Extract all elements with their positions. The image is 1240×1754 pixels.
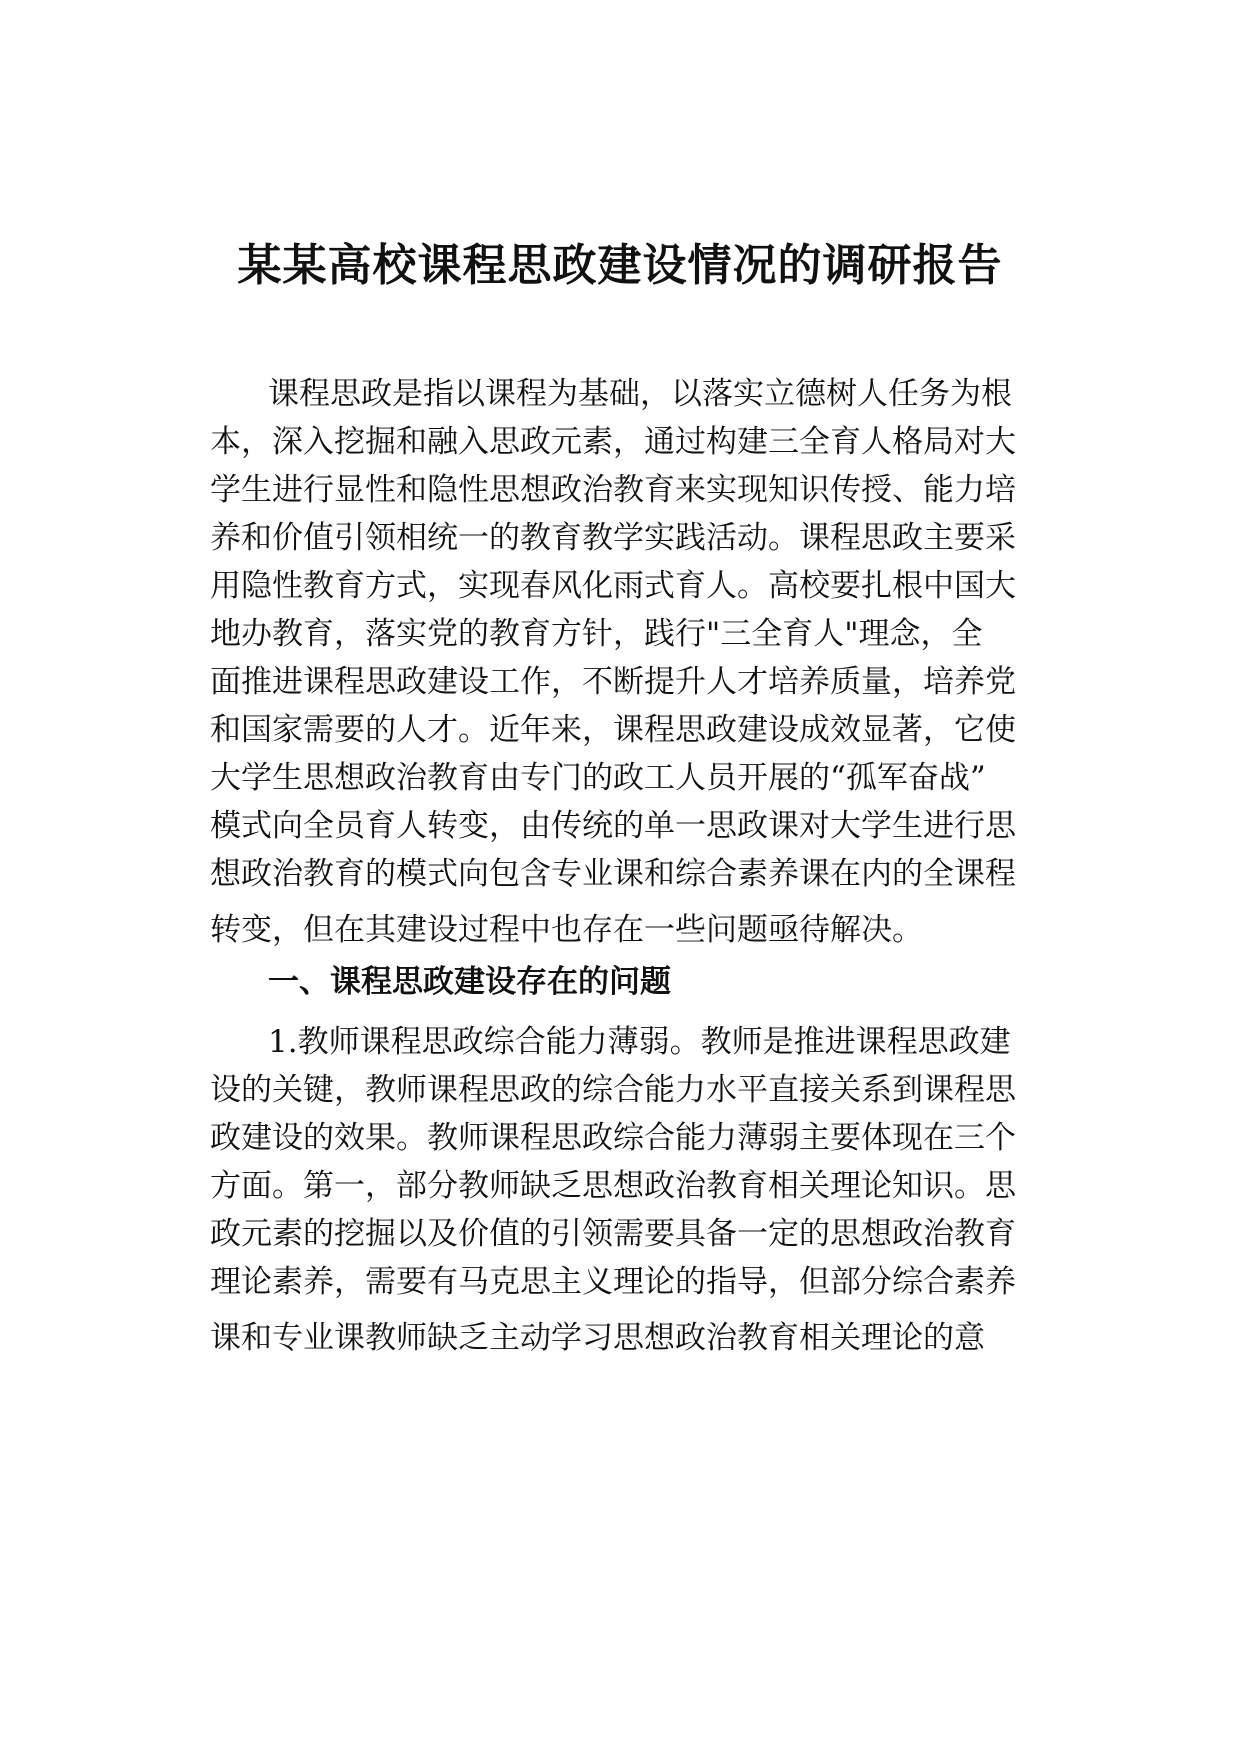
document-title: 某某高校课程思政建设情况的调研报告 [237,240,1003,291]
paragraph-line: 大学生思想政治教育由专门的政工人员开展的“孤军奋战” [210,760,986,796]
section-heading: 一、课程思政建设存在的问题 [268,964,671,1000]
paragraph-line: 转变，但在其建设过程中也存在一些问题亟待解决。 [210,912,923,948]
paragraph-line: 养和价值引领相统一的教育教学实践活动。课程思政主要采 [210,520,1016,556]
paragraph-line: 理论素养，需要有马克思主义理论的指导，但部分综合素养 [210,1264,1016,1300]
paragraph-line: 和国家需要的人才。近年来，课程思政建设成效显著，它使 [210,712,1016,748]
paragraph-line: 想政治教育的模式向包含专业课和综合素养课在内的全课程 [210,856,1016,892]
paragraph-line: 面推进课程思政建设工作，不断提升人才培养质量，培养党 [210,664,1016,700]
paragraph-line: 方面。第一，部分教师缺乏思想政治教育相关理论知识。思 [210,1168,1016,1204]
paragraph-line: 政元素的挖掘以及价值的引领需要具备一定的思想政治教育 [210,1216,1016,1252]
paragraph-line: 学生进行显性和隐性思想政治教育来实现知识传授、能力培 [210,472,1016,508]
paragraph-line: 课和专业课教师缺乏主动学习思想政治教育相关理论的意 [210,1320,985,1356]
paragraph-line: 设的关键，教师课程思政的综合能力水平直接关系到课程思 [210,1072,1016,1108]
paragraph-line: 地办教育，落实党的教育方针，践行"三全育人"理念，全 [210,616,983,652]
paragraph-line: 本，深入挖掘和融入思政元素，通过构建三全育人格局对大 [210,424,1016,460]
paragraph-line: 政建设的效果。教师课程思政综合能力薄弱主要体现在三个 [210,1120,1016,1156]
paragraph-line: 1.教师课程思政综合能力薄弱。教师是推进课程思政建 [268,1024,1011,1060]
paragraph-line: 课程思政是指以课程为基础，以落实立德树人任务为根 [268,376,1012,412]
paragraph-line: 模式向全员育人转变，由传统的单一思政课对大学生进行思 [210,808,1016,844]
paragraph-line: 用隐性教育方式，实现春风化雨式育人。高校要扎根中国大 [210,568,1016,604]
